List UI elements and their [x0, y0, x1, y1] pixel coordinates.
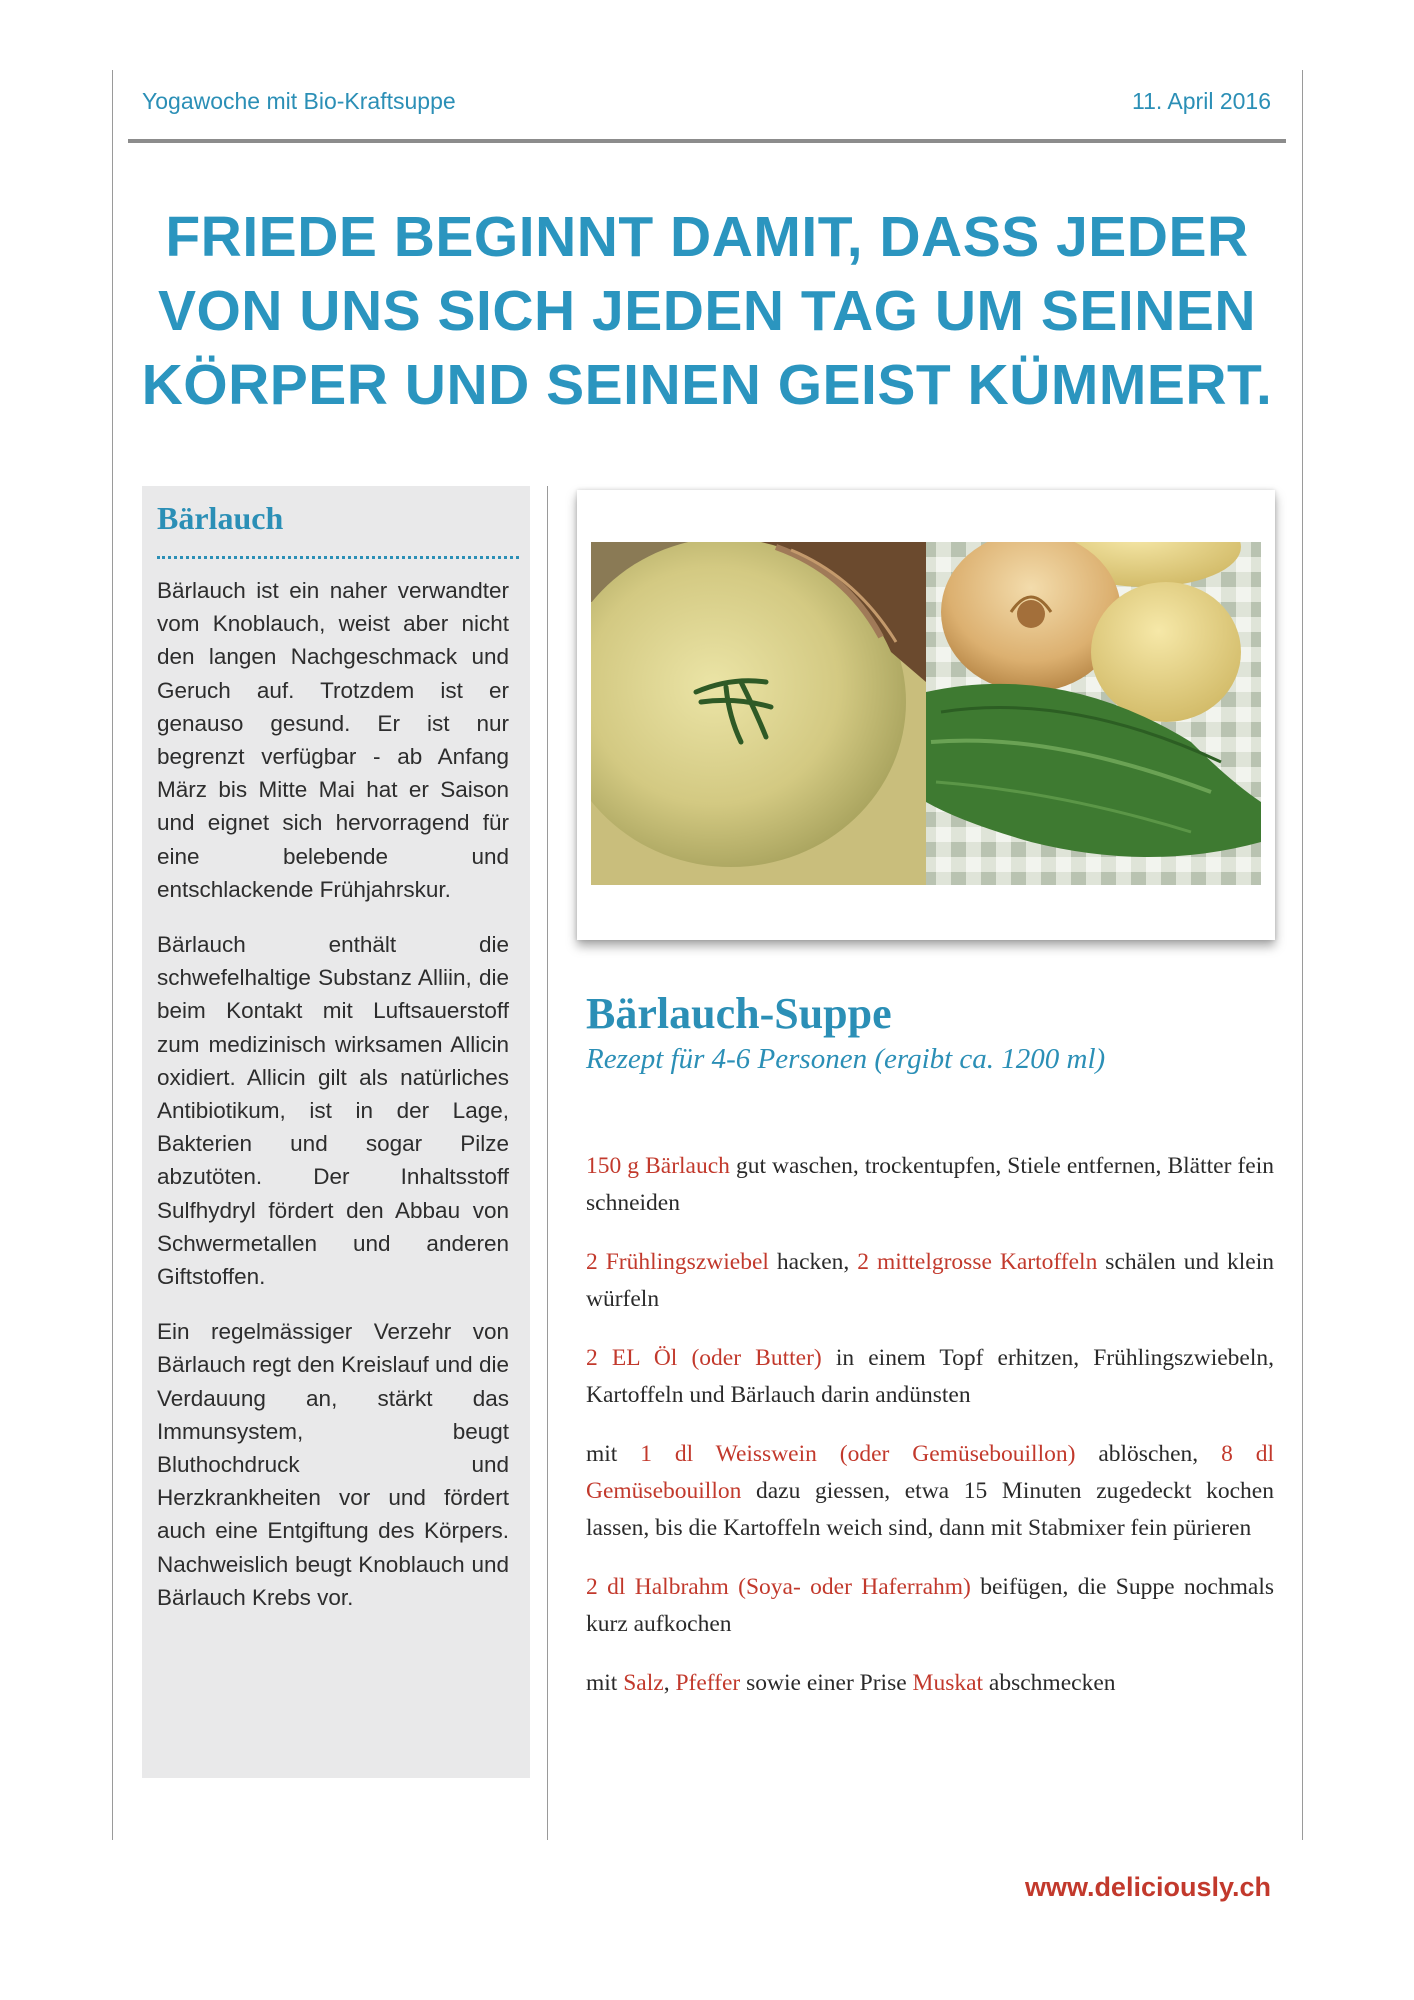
- ingredient-highlight: 8 dl Gemüsebouillon: [586, 1441, 1275, 1504]
- sidebar-title: Bärlauch: [157, 500, 284, 536]
- sidebar-paragraph-3: Ein regelmässiger Verzehr von Bärlauch regt den Kreislauf und die Verdauung an, stärkt das Immunsystem, beugt Bluthochdruck und Herzkrankheiten vor und fördert auch eine Entgiftung des Körpers. Nachweislich beugt Knoblauch und Bärlauch Krebs vor.: [157, 1319, 509, 1610]
- sidebar-box: [142, 486, 530, 1778]
- sidebar-paragraph-2: Bärlauch enthält die schwefelhaltige Substanz Alliin, die beim Kontakt mit Luftsauerstoff zum medizinisch wirksamen Allicin oxidiert. Allicin gilt als natürliches Antibiotikum, ist in der Lage, Bakterien und sogar Pilze abzutöten. Der Inhaltsstoff Sulfhydryl fördert den Abbau von Schwermetallen und anderen Giftstoffen.: [157, 932, 509, 1290]
- ingredient-highlight: 1 dl Weisswein (oder Gemüsebouillon): [640, 1441, 1076, 1467]
- ingredient-highlight: 2 mittelgrosse Kartoffeln: [857, 1249, 1098, 1275]
- sidebar-paragraph-1: Bärlauch ist ein naher verwandter vom Knoblauch, weist aber nicht den langen Nachgeschmack und Geruch auf. Trotzdem ist er genauso gesund. Er ist nur begrenzt verfügbar - ab Anfang März bis Mitte Mai hat er Saison und eignet sich hervorragend für eine belebende und entschlackende Frühjahrskur.: [157, 578, 509, 902]
- quote-headline: [128, 200, 1286, 422]
- ingredient-highlight: 2 EL Öl (oder Butter): [586, 1345, 822, 1371]
- photo-frame: [577, 490, 1275, 940]
- sidebar-dotted-divider: [157, 556, 519, 559]
- recipe-step-5: [586, 1569, 1274, 1643]
- quote-line-1: FRIEDE BEGINNT DAMIT, DASS JEDER: [165, 205, 1249, 269]
- step-text: schälen und klein würfeln: [586, 1249, 1274, 1312]
- recipe-title: Bärlauch-Suppe: [586, 989, 892, 1038]
- ingredient-highlight: Muskat: [912, 1670, 984, 1696]
- column-divider-rule: [547, 486, 548, 1840]
- sidebar-body: [157, 574, 509, 1636]
- ingredient-highlight: 2 dl Halbrahm (Soya- oder Haferrahm): [586, 1574, 971, 1600]
- step-text: mit: [586, 1441, 641, 1467]
- ingredient-highlight: Pfeffer: [675, 1670, 741, 1696]
- header-title: Yogawoche mit Bio-Kraftsuppe: [142, 88, 456, 114]
- recipe-step-6: [586, 1665, 1274, 1702]
- quote-line-3: KÖRPER UND SEINEN GEIST KÜMMERT.: [141, 353, 1273, 417]
- step-text: ,: [663, 1670, 676, 1696]
- website-link[interactable]: www.deliciously.ch: [1024, 1872, 1271, 1902]
- soup-and-ingredients-photo: [591, 542, 1261, 885]
- recipe-steps: [586, 1148, 1274, 1724]
- ingredient-highlight: Salz: [623, 1670, 664, 1696]
- header-divider: [128, 139, 1286, 143]
- ingredient-highlight: 2 Frühlingszwiebel: [586, 1249, 769, 1275]
- recipe-subtitle: Rezept für 4-6 Personen (ergibt ca. 1200 ml): [586, 1043, 1106, 1075]
- recipe-step-3: [586, 1340, 1274, 1414]
- step-text: sowie einer Prise: [740, 1670, 913, 1696]
- step-text: gut waschen, trockentupfen, Stiele entfernen, Blätter fein schneiden: [586, 1153, 1274, 1216]
- recipe-step-1: [586, 1148, 1274, 1222]
- step-text: mit: [586, 1670, 624, 1696]
- header-date: 11. April 2016: [1132, 88, 1271, 114]
- recipe-step-4: [586, 1436, 1274, 1547]
- step-text: abschmecken: [983, 1670, 1116, 1696]
- recipe-step-2: [586, 1244, 1274, 1318]
- left-margin-rule: [112, 70, 113, 1840]
- step-text: ablöschen,: [1075, 1441, 1222, 1467]
- step-text: in einem Topf erhitzen, Frühlingszwiebeln, Kartoffeln und Bärlauch darin andünsten: [586, 1345, 1274, 1408]
- step-text: beifügen, die Suppe nochmals kurz aufkochen: [586, 1574, 1274, 1637]
- right-margin-rule: [1302, 70, 1303, 1840]
- ingredient-highlight: 150 g Bärlauch: [586, 1153, 730, 1179]
- quote-line-2: VON UNS SICH JEDEN TAG UM SEINEN: [157, 279, 1257, 343]
- step-text: dazu giessen, etwa 15 Minuten zugedeckt kochen lassen, bis die Kartoffeln weich sind, dann mit Stabmixer fein pürieren: [586, 1478, 1274, 1541]
- step-text: hacken,: [768, 1249, 858, 1275]
